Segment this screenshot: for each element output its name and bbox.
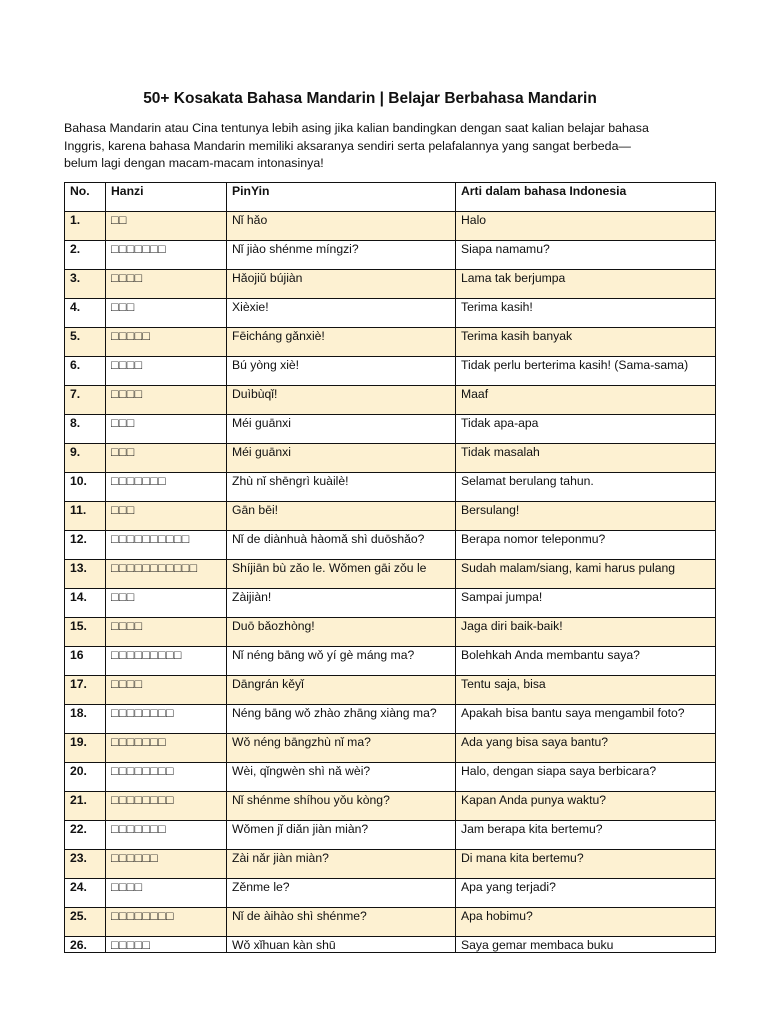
row-number: 18. <box>65 705 106 734</box>
row-pinyin: Xièxie! <box>227 299 456 328</box>
row-arti: Apa hobimu? <box>456 908 716 937</box>
row-number: 14. <box>65 589 106 618</box>
row-arti: Saya gemar membaca buku <box>456 937 716 953</box>
row-arti: Jam berapa kita bertemu? <box>456 821 716 850</box>
table-row <box>65 763 716 792</box>
row-arti: Sudah malam/siang, kami harus pulang <box>456 560 716 589</box>
row-pinyin: Duō bǎozhòng! <box>227 618 456 647</box>
row-arti: Apakah bisa bantu saya mengambil foto? <box>456 705 716 734</box>
row-number: 24. <box>65 879 106 908</box>
row-number: 22. <box>65 821 106 850</box>
table-row <box>65 705 716 734</box>
row-hanzi: □□□□ <box>106 676 227 705</box>
row-hanzi: □□□□□□□□□□ <box>106 531 227 560</box>
row-pinyin: Dāngrán kěyǐ <box>227 676 456 705</box>
row-arti: Halo <box>456 212 716 241</box>
row-pinyin: Wèi, qǐngwèn shì nǎ wèi? <box>227 763 456 792</box>
row-pinyin: Méi guānxi <box>227 444 456 473</box>
row-hanzi: □□□□□□□ <box>106 241 227 270</box>
row-hanzi: □□□□ <box>106 386 227 415</box>
table-row <box>65 473 716 502</box>
header-arti: Arti dalam bahasa Indonesia <box>456 183 716 212</box>
row-pinyin: Zěnme le? <box>227 879 456 908</box>
table-row <box>65 850 716 879</box>
row-arti: Berapa nomor teleponmu? <box>456 531 716 560</box>
row-number: 3. <box>65 270 106 299</box>
row-arti: Tidak apa-apa <box>456 415 716 444</box>
row-arti: Tidak perlu berterima kasih! (Sama-sama) <box>456 357 716 386</box>
row-hanzi: □□□□ <box>106 618 227 647</box>
row-arti: Ada yang bisa saya bantu? <box>456 734 716 763</box>
row-number: 19. <box>65 734 106 763</box>
row-hanzi: □□□□□□□□□ <box>106 647 227 676</box>
row-hanzi: □□□ <box>106 415 227 444</box>
row-arti: Terima kasih banyak <box>456 328 716 357</box>
row-hanzi: □□□□□□□□□□□ <box>106 560 227 589</box>
row-number: 26. <box>65 937 106 953</box>
row-arti: Sampai jumpa! <box>456 589 716 618</box>
row-arti: Bersulang! <box>456 502 716 531</box>
row-pinyin: Shíjiān bù zǎo le. Wǒmen gāi zǒu le <box>227 560 456 589</box>
row-number: 17. <box>65 676 106 705</box>
row-pinyin: Gān bēi! <box>227 502 456 531</box>
vocabulary-table <box>64 182 716 953</box>
row-hanzi: □□□□□□□□ <box>106 792 227 821</box>
row-arti: Jaga diri baik-baik! <box>456 618 716 647</box>
row-number: 12. <box>65 531 106 560</box>
table-row <box>65 908 716 937</box>
intro-paragraph: Bahasa Mandarin atau Cina tentunya lebih asing jika kalian bandingkan dengan saat kalian belajar bahasa Inggris, karena bahasa Mandarin memiliki aksaranya sendiri serta pelafalannya yang sangat berbeda— belum lagi dengan macam-macam intonasinya! <box>64 121 649 170</box>
row-hanzi: □□□ <box>106 299 227 328</box>
row-arti: Tentu saja, bisa <box>456 676 716 705</box>
table-row <box>65 618 716 647</box>
row-pinyin: Wǒmen jǐ diǎn jiàn miàn? <box>227 821 456 850</box>
row-pinyin: Nǐ hǎo <box>227 212 456 241</box>
header-hanzi: Hanzi <box>106 183 227 212</box>
row-pinyin: Zàijiàn! <box>227 589 456 618</box>
row-number: 16 <box>65 647 106 676</box>
row-number: 9. <box>65 444 106 473</box>
table-row <box>65 647 716 676</box>
row-pinyin: Duìbùqǐ! <box>227 386 456 415</box>
row-arti: Selamat berulang tahun. <box>456 473 716 502</box>
row-hanzi: □□□ <box>106 444 227 473</box>
row-number: 1. <box>65 212 106 241</box>
row-arti: Tidak masalah <box>456 444 716 473</box>
table-row <box>65 212 716 241</box>
row-arti: Maaf <box>456 386 716 415</box>
row-hanzi: □□□□□□□□ <box>106 705 227 734</box>
table-row <box>65 531 716 560</box>
row-arti: Apa yang terjadi? <box>456 879 716 908</box>
row-hanzi: □□□□ <box>106 357 227 386</box>
row-number: 2. <box>65 241 106 270</box>
header-pinyin: PinYin <box>227 183 456 212</box>
row-number: 15. <box>65 618 106 647</box>
row-pinyin: Néng bāng wǒ zhào zhāng xiàng ma? <box>227 705 456 734</box>
row-number: 6. <box>65 357 106 386</box>
row-number: 4. <box>65 299 106 328</box>
row-number: 10. <box>65 473 106 502</box>
row-number: 23. <box>65 850 106 879</box>
table-row <box>65 676 716 705</box>
row-pinyin: Fēicháng gǎnxiè! <box>227 328 456 357</box>
row-number: 20. <box>65 763 106 792</box>
table-row <box>65 328 716 357</box>
row-hanzi: □□□□□□□ <box>106 821 227 850</box>
row-hanzi: □□□□□□□ <box>106 734 227 763</box>
row-arti: Halo, dengan siapa saya berbicara? <box>456 763 716 792</box>
row-hanzi: □□□□□□□ <box>106 473 227 502</box>
row-arti: Siapa namamu? <box>456 241 716 270</box>
row-pinyin: Nǐ de àihào shì shénme? <box>227 908 456 937</box>
table-row <box>65 299 716 328</box>
row-pinyin: Wǒ xǐhuan kàn shū <box>227 937 456 953</box>
row-pinyin: Wǒ néng bāngzhù nǐ ma? <box>227 734 456 763</box>
table-row <box>65 589 716 618</box>
row-pinyin: Bú yòng xiè! <box>227 357 456 386</box>
row-arti: Bolehkah Anda membantu saya? <box>456 647 716 676</box>
row-pinyin: Nǐ néng bāng wǒ yí gè máng ma? <box>227 647 456 676</box>
table-row <box>65 386 716 415</box>
table-row <box>65 937 716 953</box>
table-row <box>65 879 716 908</box>
table-row <box>65 444 716 473</box>
row-number: 21. <box>65 792 106 821</box>
row-pinyin: Zhù nǐ shēngrì kuàilè! <box>227 473 456 502</box>
row-hanzi: □□□□□□□□ <box>106 763 227 792</box>
row-hanzi: □□□□□□□□ <box>106 908 227 937</box>
row-hanzi: □□□ <box>106 589 227 618</box>
row-hanzi: □□□□ <box>106 879 227 908</box>
row-number: 8. <box>65 415 106 444</box>
row-hanzi: □□□□□ <box>106 937 227 953</box>
row-arti: Kapan Anda punya waktu? <box>456 792 716 821</box>
table-row <box>65 792 716 821</box>
table-header-row <box>65 183 716 212</box>
row-pinyin: Nǐ jiào shénme míngzi? <box>227 241 456 270</box>
row-hanzi: □□ <box>106 212 227 241</box>
row-number: 25. <box>65 908 106 937</box>
row-number: 13. <box>65 560 106 589</box>
row-number: 5. <box>65 328 106 357</box>
table-row <box>65 560 716 589</box>
row-pinyin: Hǎojiǔ bújiàn <box>227 270 456 299</box>
document-title: 50+ Kosakata Bahasa Mandarin | Belajar Berbahasa Mandarin <box>143 90 597 107</box>
row-hanzi: □□□□ <box>106 270 227 299</box>
table-row <box>65 415 716 444</box>
table-row <box>65 821 716 850</box>
table-row <box>65 357 716 386</box>
table-body <box>65 212 716 953</box>
table-row <box>65 734 716 763</box>
row-hanzi: □□□□□□ <box>106 850 227 879</box>
row-number: 7. <box>65 386 106 415</box>
row-arti: Terima kasih! <box>456 299 716 328</box>
row-arti: Di mana kita bertemu? <box>456 850 716 879</box>
header-no: No. <box>65 183 106 212</box>
row-arti: Lama tak berjumpa <box>456 270 716 299</box>
table-row <box>65 270 716 299</box>
row-pinyin: Méi guānxi <box>227 415 456 444</box>
row-pinyin: Nǐ shénme shíhou yǒu kòng? <box>227 792 456 821</box>
table-row <box>65 241 716 270</box>
table-row <box>65 502 716 531</box>
row-number: 11. <box>65 502 106 531</box>
row-hanzi: □□□ <box>106 502 227 531</box>
row-pinyin: Zài nǎr jiàn miàn? <box>227 850 456 879</box>
row-pinyin: Nǐ de diànhuà hàomǎ shì duōshǎo? <box>227 531 456 560</box>
row-hanzi: □□□□□ <box>106 328 227 357</box>
